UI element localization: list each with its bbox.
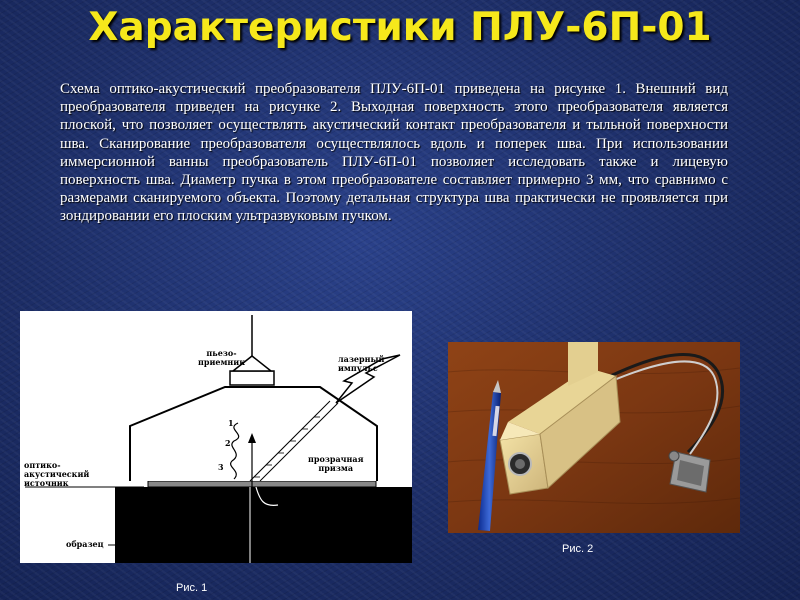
sample-label: образец [66, 539, 104, 549]
piezo-label-line2: приемник [198, 357, 245, 367]
figure-2-caption: Рис. 2 [562, 543, 594, 555]
description-paragraph: Схема оптико-акустический преобразователя ПЛУ-6П-01 приведена на рисунке 1. Внешний вид преобразователя приведен на рисунке 2. Выходная поверхность этого преобразователя является плоской, что позволяет осуществлять акустический контакт преобразователя и тыльной поверхности шва. Сканирование преобразователя осуществлялось вдоль и поперек шва. При использовании иммерсионной ванны преобразователь ПЛУ-6П-01 позволяет исследовать также и лицевую поверхность шва. Диаметр пучка в этом преобразователе составляет примерно 3 мм, что сравнимо с размерами сканируемого объекта. Поэтому детальная структура шва практически не проявляется при зондировании его плоским ультразвуковым пучком. [60, 81, 728, 225]
piezo-label [198, 349, 245, 367]
laser-label [338, 355, 384, 373]
prism-label-line1: прозрачная [308, 454, 364, 464]
wave-number-1: 1 [228, 418, 234, 428]
source-label-line2: акустический [24, 469, 90, 479]
figure-1-caption: Рис. 1 [176, 582, 208, 594]
prism-label [308, 455, 363, 473]
laser-label-line1: лазерный [338, 354, 385, 364]
slide-title: Характеристики ПЛУ-6П-01 [88, 5, 712, 50]
transducer-photo [448, 342, 740, 533]
source-label-line3: источник [24, 478, 69, 488]
wave-number-2: 2 [225, 438, 231, 448]
piezo-label-line1: пьезо- [206, 348, 237, 358]
base-plate [148, 481, 376, 487]
sample-block [115, 487, 412, 563]
figure-2-photo [448, 342, 740, 533]
prism-label-line2: призма [318, 463, 354, 473]
wave-number-3: 3 [218, 462, 224, 472]
source-label [24, 461, 89, 488]
piezo-receiver [230, 371, 274, 385]
source-label-line1: оптико- [24, 460, 61, 470]
figure-1-schematic [20, 311, 412, 563]
laser-label-line2: импульс [338, 363, 378, 373]
